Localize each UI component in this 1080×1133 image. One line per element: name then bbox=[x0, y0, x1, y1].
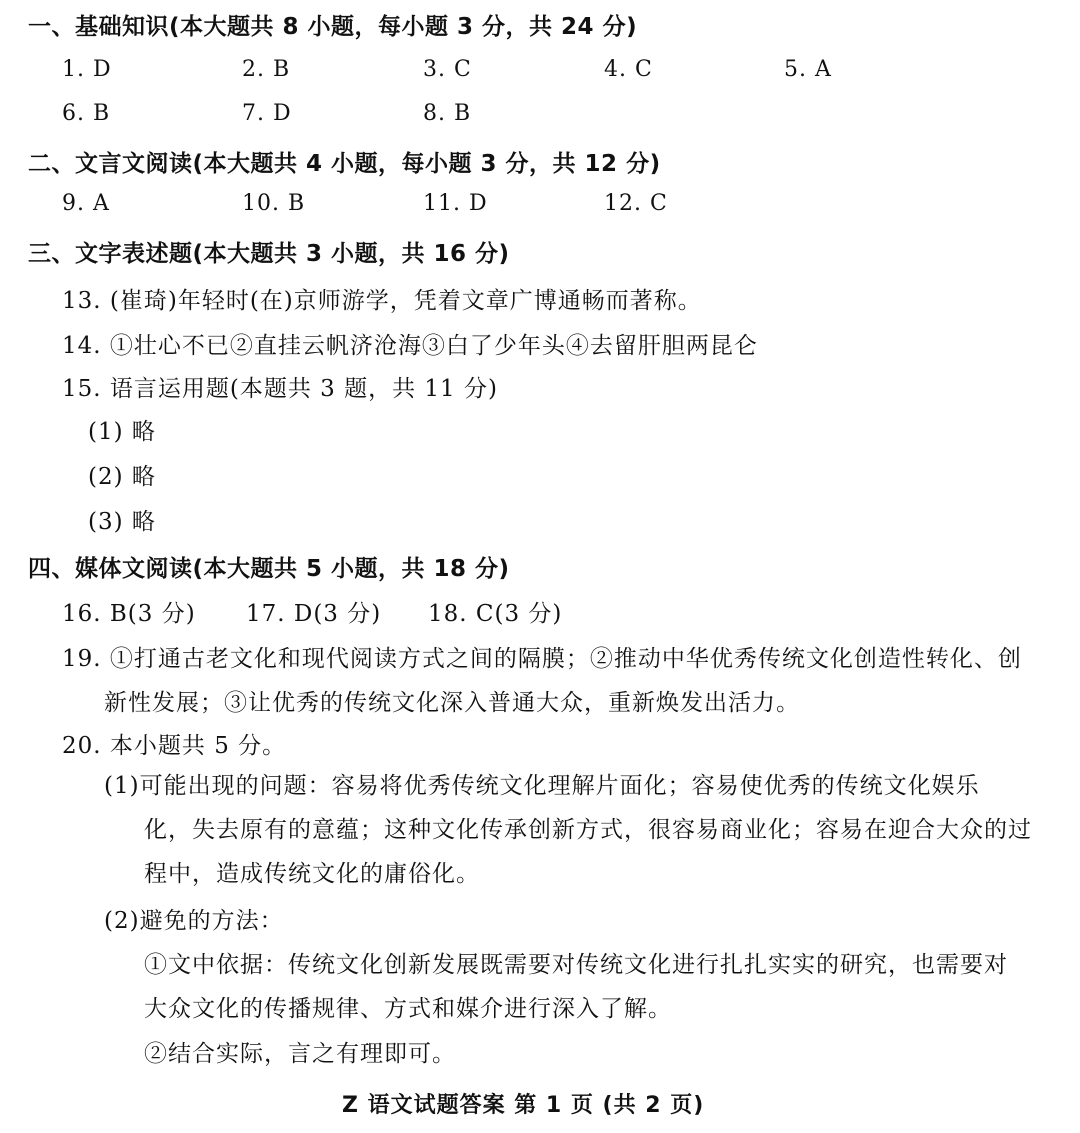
answer-q1: 1. D bbox=[62, 57, 112, 82]
answer-q15-sub2: (2) 略 bbox=[88, 464, 156, 490]
answer-q6: 6. B bbox=[62, 101, 111, 126]
section-heading-media-reading: 四、媒体文阅读(本大题共 5 小题，共 18 分) bbox=[28, 556, 510, 582]
answer-q20-part1-line1: (1)可能出现的问题：容易将优秀传统文化理解片面化；容易使优秀的传统文化娱乐 bbox=[104, 773, 980, 799]
answer-q20-part2: (2)避免的方法： bbox=[104, 908, 284, 934]
answer-q19-line2: 新性发展；③让优秀的传统文化深入普通大众，重新焕发出活力。 bbox=[104, 690, 800, 716]
answer-q15: 15. 语言运用题(本题共 3 题，共 11 分) bbox=[62, 376, 498, 402]
answer-q19-line1: 19. ①打通古老文化和现代阅读方式之间的隔膜；②推动中华优秀传统文化创造性转化、创 bbox=[62, 646, 1022, 672]
answer-q8: 8. B bbox=[423, 101, 472, 126]
section-heading-classical-reading: 二、文言文阅读(本大题共 4 小题，每小题 3 分，共 12 分) bbox=[28, 151, 661, 177]
answer-q12: 12. C bbox=[604, 191, 668, 216]
section-heading-written-expression: 三、文字表述题(本大题共 3 小题，共 16 分) bbox=[28, 241, 510, 267]
answer-q20-part2-item2: ②结合实际，言之有理即可。 bbox=[144, 1041, 456, 1067]
answer-q13: 13. (崔琦)年轻时(在)京师游学，凭着文章广博通畅而著称。 bbox=[62, 288, 702, 314]
answer-q20-part2-item1-line2: 大众文化的传播规律、方式和媒介进行深入了解。 bbox=[144, 996, 672, 1022]
answer-q14: 14. ①壮心不已②直挂云帆济沧海③白了少年头④去留肝胆两昆仑 bbox=[62, 333, 758, 359]
answer-q15-sub1: (1) 略 bbox=[88, 419, 156, 445]
answer-q20: 20. 本小题共 5 分。 bbox=[62, 733, 287, 759]
answer-q11: 11. D bbox=[423, 191, 488, 216]
answer-q20-part1-line2: 化，失去原有的意蕴；这种文化传承创新方式，很容易商业化；容易在迎合大众的过 bbox=[144, 817, 1032, 843]
page-footer: Z 语文试题答案 第 1 页 (共 2 页) bbox=[342, 1093, 705, 1118]
answer-q20-part1-line3: 程中，造成传统文化的庸俗化。 bbox=[144, 861, 480, 887]
answer-q17: 17. D(3 分) bbox=[246, 601, 382, 627]
answer-q15-sub3: (3) 略 bbox=[88, 509, 156, 535]
answer-q18: 18. C(3 分) bbox=[428, 601, 563, 627]
answer-q9: 9. A bbox=[62, 191, 110, 216]
answer-q7: 7. D bbox=[242, 101, 292, 126]
answer-q2: 2. B bbox=[242, 57, 291, 82]
answer-q20-part2-item1-line1: ①文中依据：传统文化创新发展既需要对传统文化进行扎扎实实的研究，也需要对 bbox=[144, 952, 1008, 978]
answer-q16: 16. B(3 分) bbox=[62, 601, 196, 627]
section-heading-basic-knowledge: 一、基础知识(本大题共 8 小题，每小题 3 分，共 24 分) bbox=[28, 14, 638, 40]
answer-q3: 3. C bbox=[423, 57, 472, 82]
answer-q4: 4. C bbox=[604, 57, 653, 82]
answer-q10: 10. B bbox=[242, 191, 306, 216]
answer-q5: 5. A bbox=[784, 57, 832, 82]
